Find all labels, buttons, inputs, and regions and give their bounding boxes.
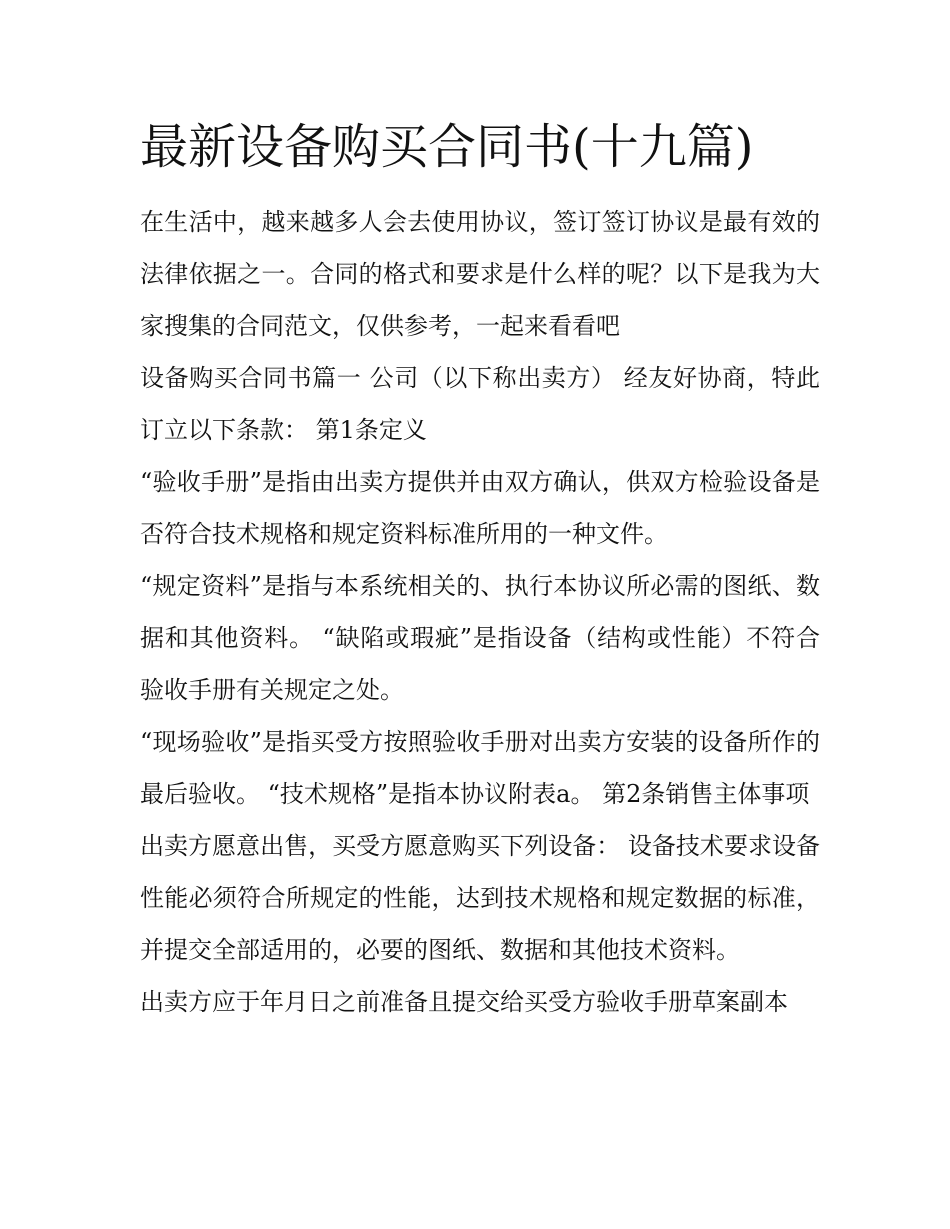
- paragraph-definition-site-acceptance: “现场验收”是指买受方按照验收手册对出卖方安装的设备所作的最后验收。 “技术规格”是指本协议附表a。 第2条销售主体事项: [140, 728, 820, 808]
- paragraph-sale-subject: 出卖方愿意出售，买受方愿意购买下列设备： 设备技术要求设备性能必须符合所规定的性能，达到技术规格和规定数据的标准，并提交全部适用的，必要的图纸、数据和其他技术资料。: [140, 832, 820, 964]
- paragraph-definition-acceptance-manual: “验收手册”是指由出卖方提供并由双方确认，供双方检验设备是否符合技术规格和规定资料标准所用的一种文件。: [140, 468, 820, 548]
- paragraph-acceptance-manual-submission: 出卖方应于年月日之前准备且提交给买受方验收手册草案副本: [140, 988, 788, 1016]
- paragraph-intro: 在生活中，越来越多人会去使用协议，签订签订协议是最有效的法律依据之一。合同的格式和要求是什么样的呢？以下是我为大家搜集的合同范文，仅供参考，一起来看看吧: [140, 208, 820, 340]
- page-title: 最新设备购买合同书(十九篇): [140, 119, 754, 175]
- document-body: [140, 196, 820, 1028]
- paragraph-contract-opening: 设备购买合同书篇一 公司（以下称出卖方） 经友好协商，特此订立以下条款： 第1条定义: [140, 364, 820, 444]
- paragraph-definition-specified-data: “规定资料”是指与本系统相关的、执行本协议所必需的图纸、数据和其他资料。 “缺陷或瑕疵”是指设备（结构或性能）不符合验收手册有关规定之处。: [140, 572, 820, 704]
